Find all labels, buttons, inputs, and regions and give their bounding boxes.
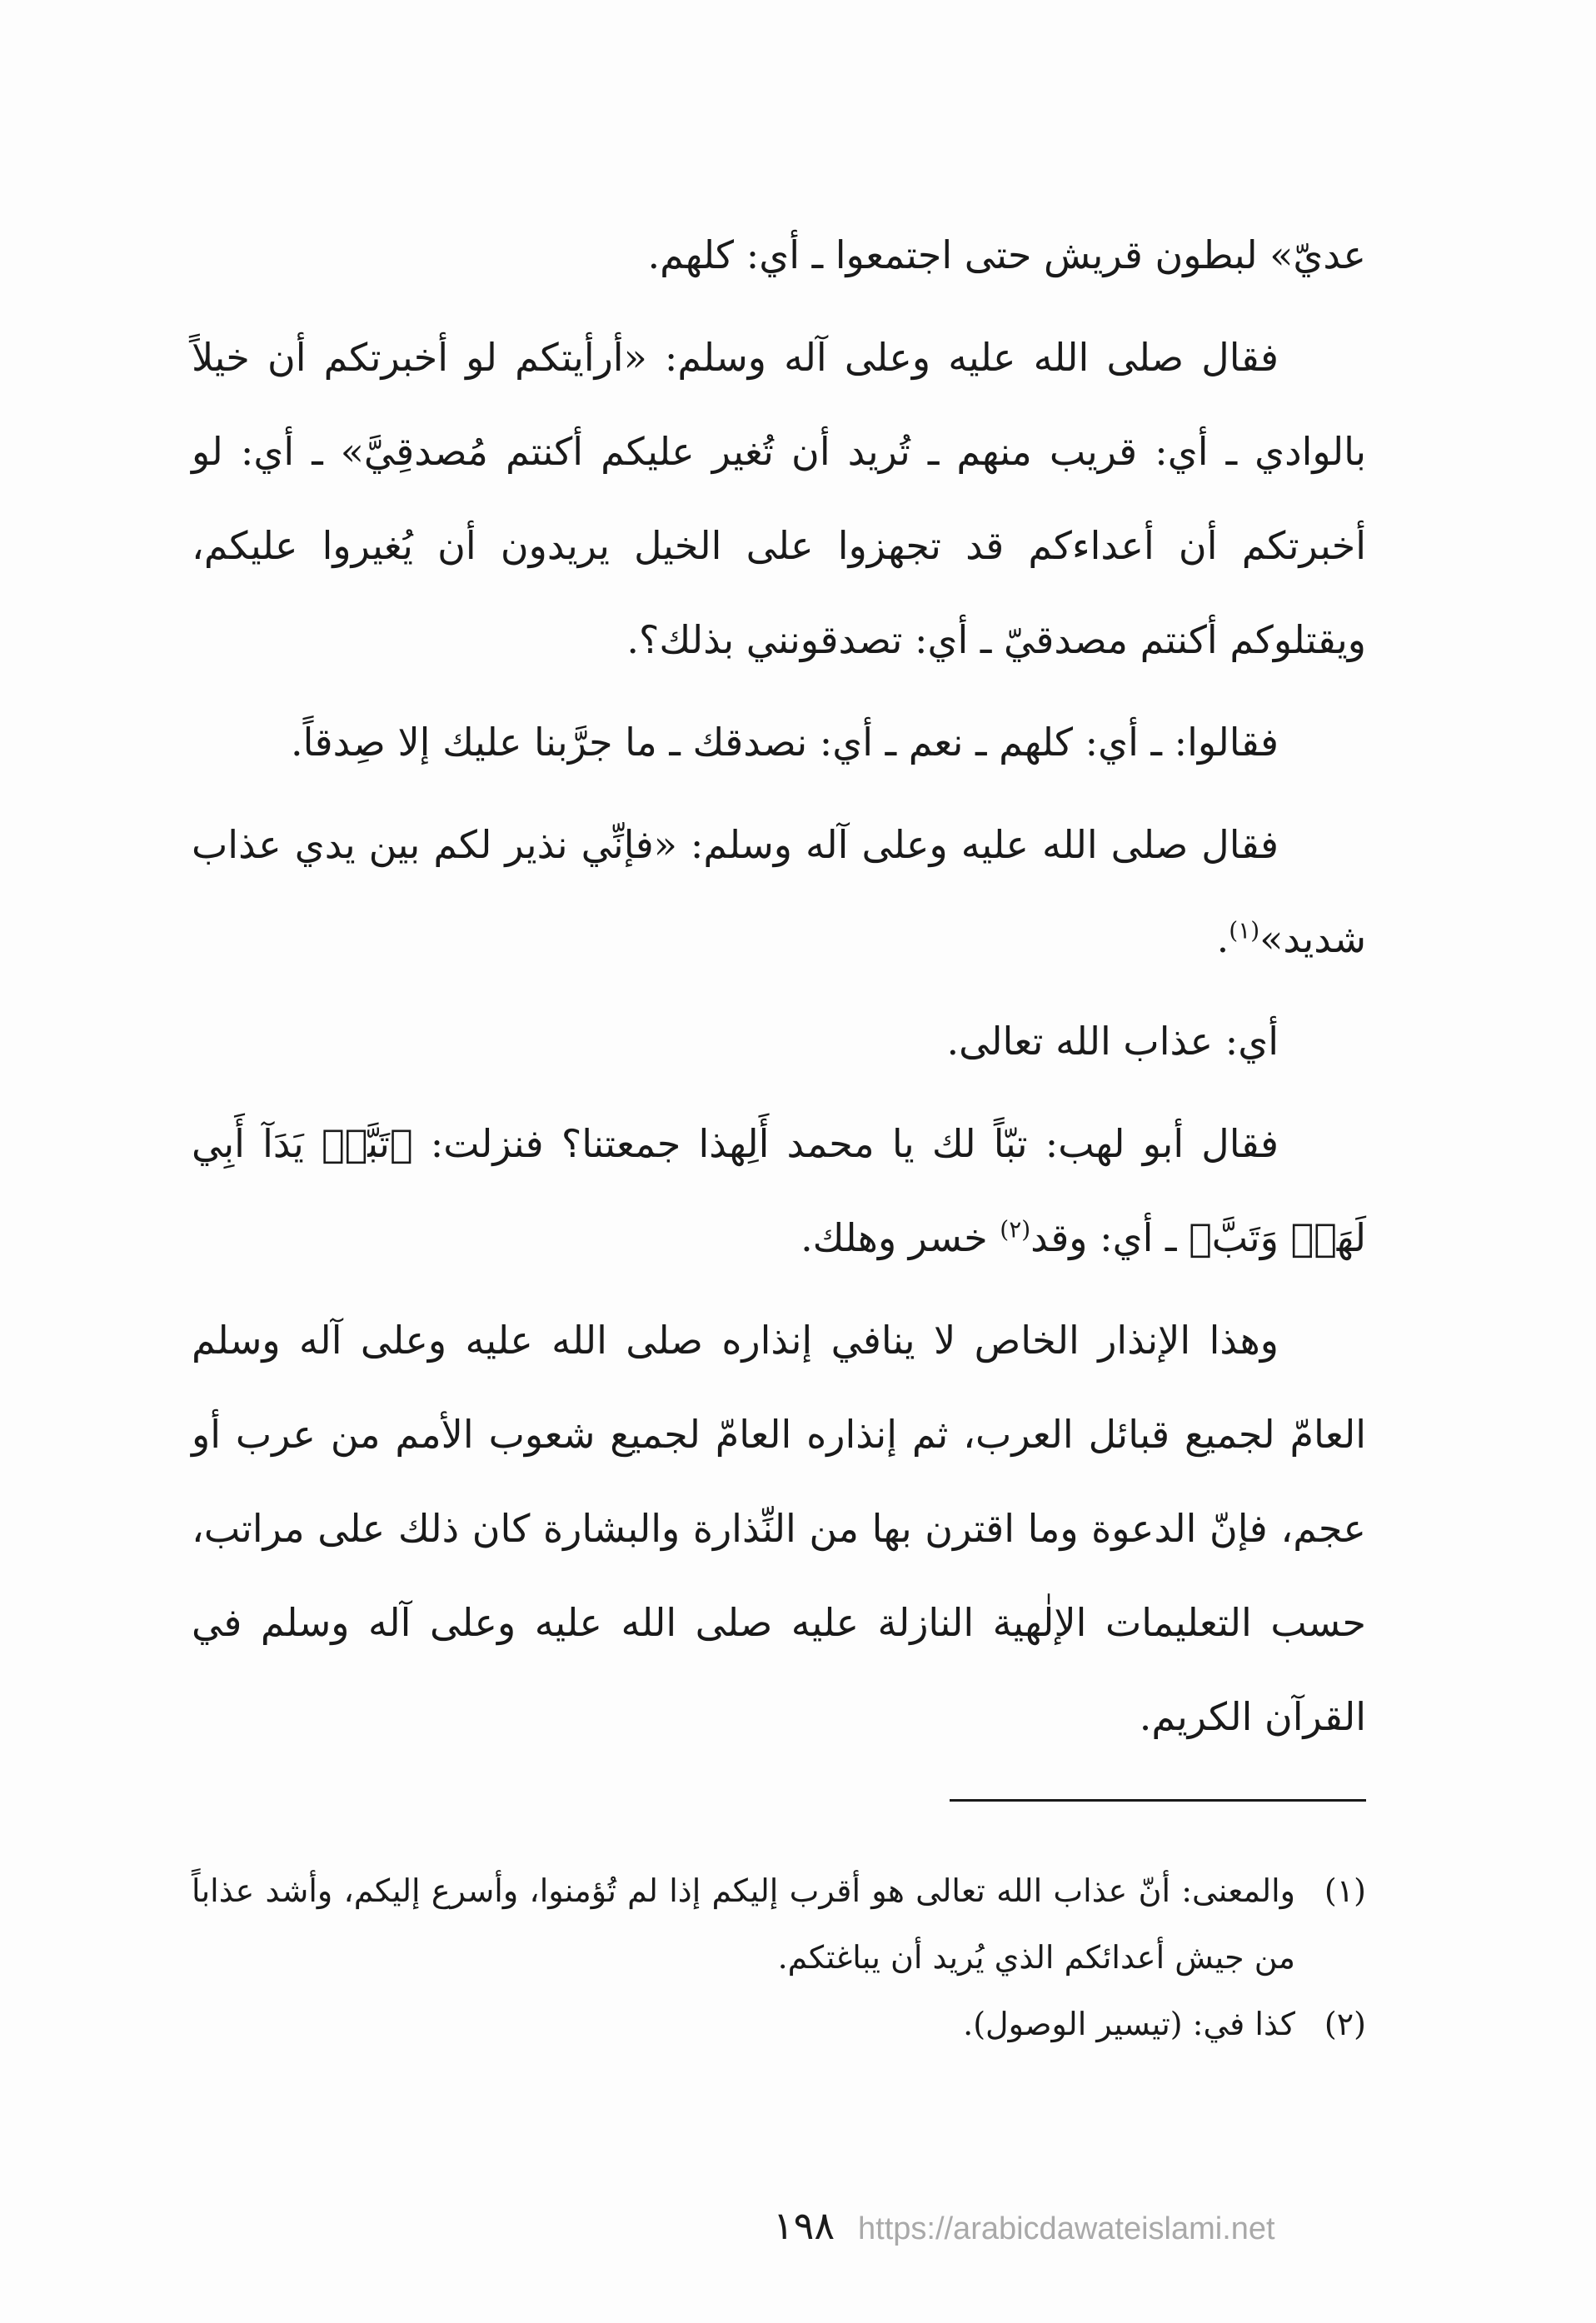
watermark-url: https://arabicdawateislami.net xyxy=(858,2211,1275,2246)
paragraph-7: وهذا الإنذار الخاص لا ينافي إنذاره صلى الله عليه وعلى آله وسلم العامّ لجميع قبائل العرب، ثم إنذاره العامّ لجميع شعوب الأمم من عرب أو عجم، فإنّ الدعوة وما اقترن بها من النِّذارة والبشارة كان ذلك على مراتب، حسب التعليمات الإلٰهية النازلة عليه صلى الله عليه وعلى آله وسلم في القرآن الكريم. xyxy=(192,1318,1366,1739)
footnotes xyxy=(192,1857,1366,2057)
page-number: ١٩٨ xyxy=(772,2203,835,2248)
footnote-ref-2: (٢) xyxy=(1000,1215,1031,1244)
footnote-2-text: كذا في: (تيسير الوصول). xyxy=(963,2006,1295,2042)
paragraph-5: أي: عذاب الله تعالى. xyxy=(946,1019,1279,1064)
footnote-1-number: (١) xyxy=(1324,1872,1366,1909)
paragraph-4 xyxy=(192,798,1366,986)
footnote-1-text: والمعنى: أنّ عذاب الله تعالى هو أقرب إليكم إذا لم تُؤمنوا، وأسرع إليكم، وأشد عذاباً من جيش أعدائكم الذي يُريد أن يباغتكم. xyxy=(192,1872,1295,1976)
paragraph-4-end: . xyxy=(1216,916,1229,961)
footnote-divider xyxy=(950,1799,1366,1802)
footnote-2-number: (٢) xyxy=(1324,2006,1366,2042)
paragraph-6-text: فقال أبو لهب: تبّاً لك يا محمد أَلِهذا جمعتنا؟ فنزلت: ﴿تَبَّتۡ يَدَآ أَبِي لَهَبٖ وَتَبَّ﴾ ـ أي: وقد xyxy=(192,1121,1366,1260)
footnote-ref-1: (١) xyxy=(1229,916,1260,945)
paragraph-6 xyxy=(192,1097,1366,1285)
footnote-2 xyxy=(192,1991,1366,2057)
footnote-1 xyxy=(192,1857,1366,1991)
paragraph-3: فقالوا: ـ أي: كلهم ـ نعم ـ أي: نصدقك ـ ما جرَّبنا عليك إلا صِدقاً. xyxy=(290,720,1279,765)
paragraph-6-end: خسر وهلك. xyxy=(800,1215,1000,1260)
paragraph-2: فقال صلى الله عليه وعلى آله وسلم: «أرأيتكم لو أخبرتكم أن خيلاً بالوادي ـ أي: قريب منهم ـ تُريد أن تُغير عليكم أكنتم مُصدقِيَّ» ـ أي: لو أخبرتكم أن أعداءكم قد تجهزوا على الخيل يريدون أن يُغيروا عليكم، ويقتلوكم أكنتم مصدقيّ ـ أي: تصدقونني بذلك؟. xyxy=(192,335,1366,662)
paragraph-4-text: فقال صلى الله عليه وعلى آله وسلم: «فإنِّي نذير لكم بين يدي عذاب شديد» xyxy=(192,822,1366,961)
paragraph-1: عديّ» لبطون قريش حتى اجتمعوا ـ أي: كلهم. xyxy=(647,232,1366,277)
main-text xyxy=(192,208,1366,1764)
